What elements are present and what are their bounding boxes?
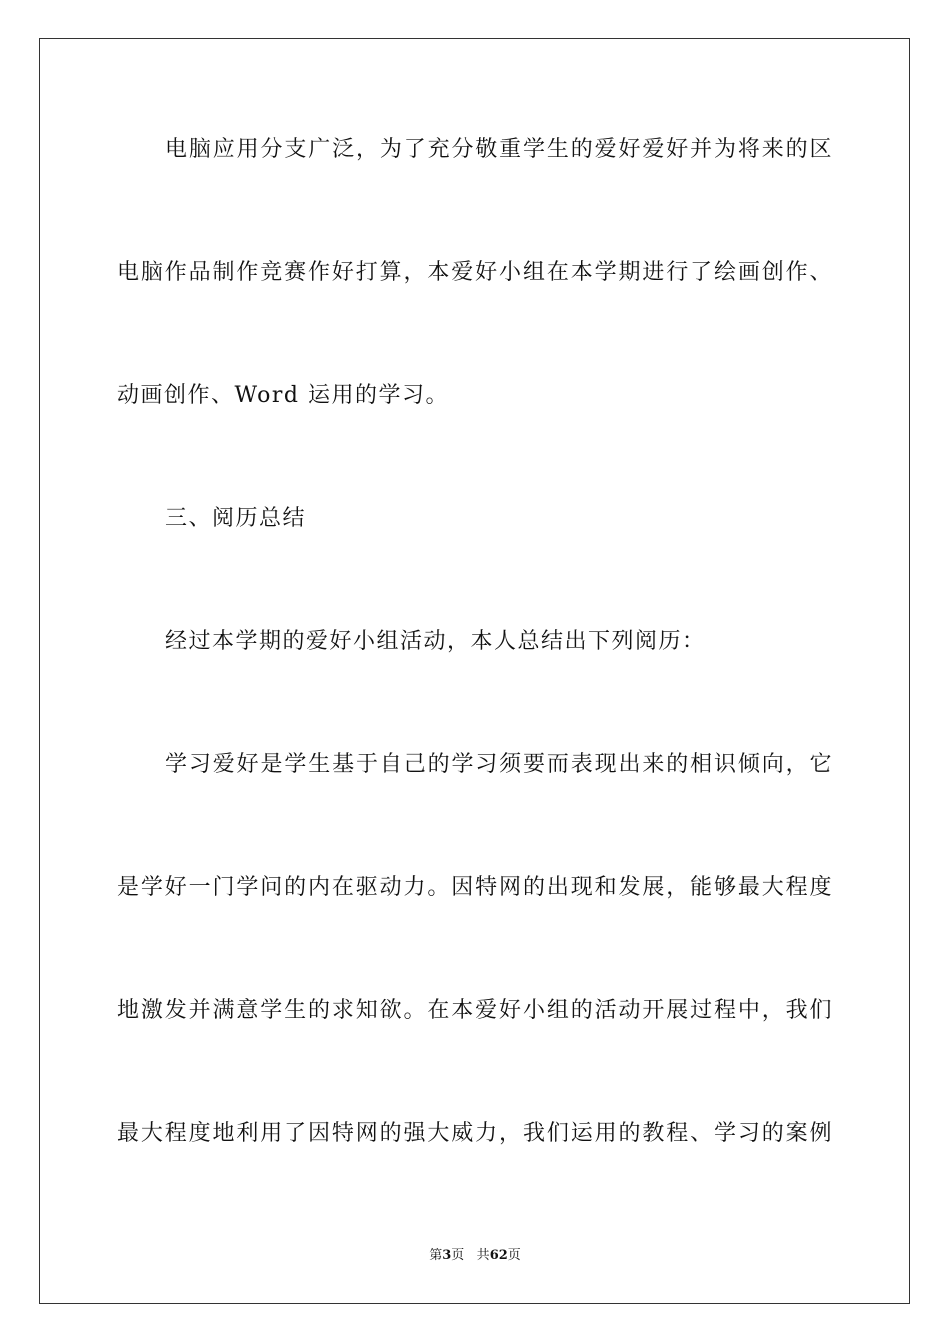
footer-total-pages: 62 (489, 1248, 508, 1263)
footer-total-prefix: 共 (476, 1248, 490, 1263)
paragraph-line-8: 地激发并满意学生的求知欲。在本爱好小组的活动开展过程中，我们 (117, 998, 833, 1023)
section-heading: 三、阅历总结 (165, 506, 307, 531)
page-footer (0, 1248, 950, 1264)
footer-page-suffix: 页 (451, 1248, 465, 1263)
paragraph-line-5: 经过本学期的爱好小组活动，本人总结出下列阅历： (165, 629, 706, 654)
paragraph-line-7: 是学好一门学问的内在驱动力。因特网的出现和发展，能够最大程度 (117, 875, 833, 900)
paragraph-line-6: 学习爱好是学生基于自己的学习须要而表现出来的相识倾向，它 (165, 752, 833, 777)
paragraph-line-9: 最大程度地利用了因特网的强大威力，我们运用的教程、学习的案例 (117, 1121, 833, 1146)
paragraph-line-1: 电脑应用分支广泛，为了充分敬重学生的爱好爱好并为将来的区 (165, 137, 833, 162)
page-border (39, 38, 910, 1304)
footer-page-prefix: 第 (429, 1248, 443, 1263)
paragraph-line-3: 动画创作、Word 运用的学习。 (117, 383, 449, 408)
footer-total-suffix: 页 (507, 1248, 521, 1263)
footer-page-number: 3 (442, 1248, 452, 1263)
paragraph-line-2: 电脑作品制作竞赛作好打算，本爱好小组在本学期进行了绘画创作、 (117, 260, 833, 285)
